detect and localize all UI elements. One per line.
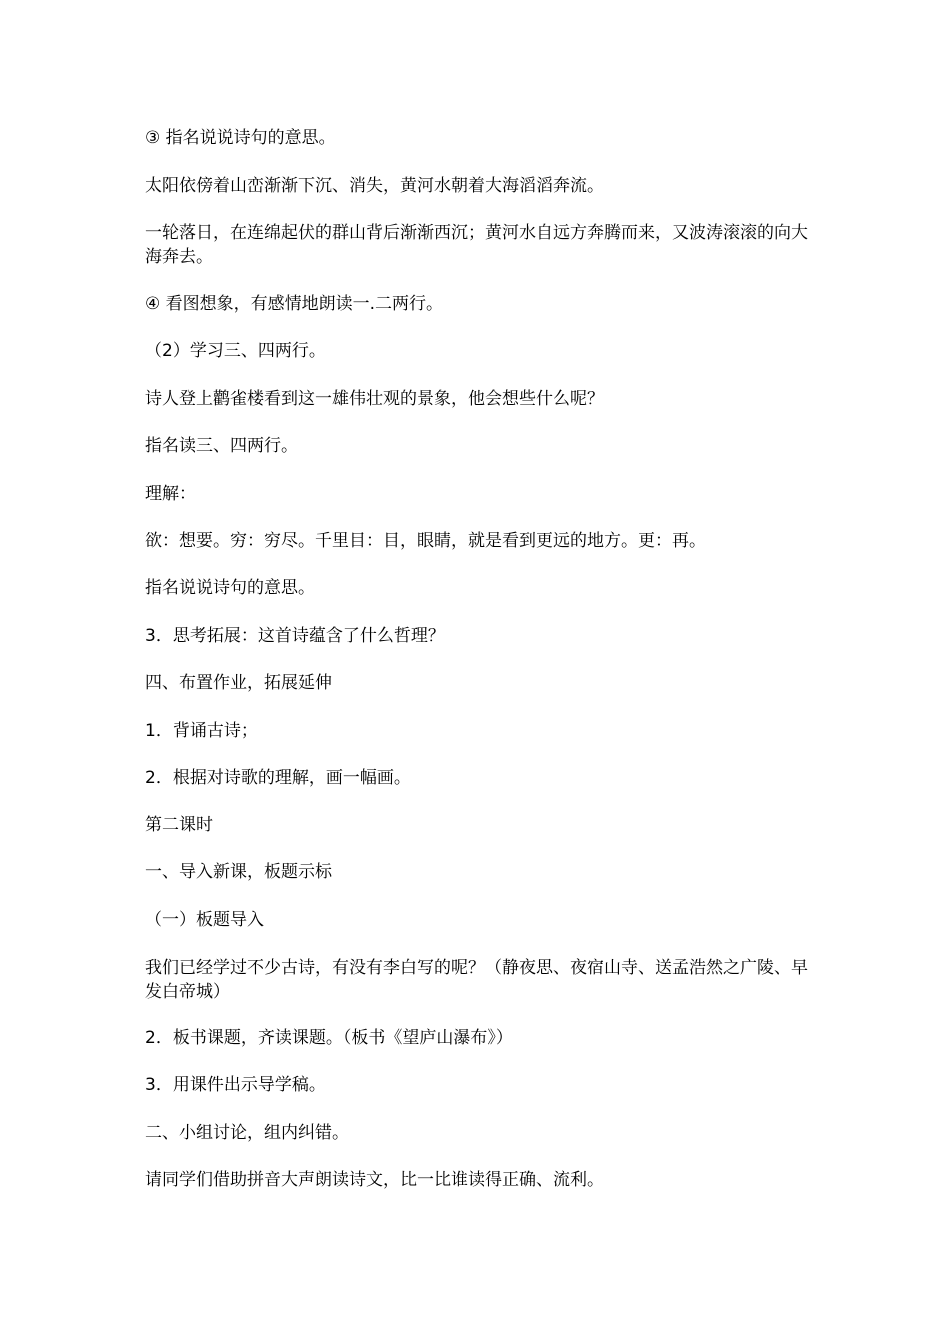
paragraph-20: 3．用课件出示导学稿。 [145,1075,326,1095]
paragraph-9: 欲：想要。穷：穷尽。千里目：目，眼睛，就是看到更远的地方。更：再。 [145,531,706,551]
paragraph-21: 二、小组讨论，组内纠错。 [145,1123,349,1143]
paragraph-5: （2）学习三、四两行。 [145,341,326,361]
paragraph-4: ④ 看图想象，有感情地朗读一.二两行。 [145,294,444,314]
paragraph-19: 2．板书课题，齐读课题。（板书《望庐山瀑布》） [145,1028,513,1048]
paragraph-1: ③ 指名说说诗句的意思。 [145,128,336,148]
paragraph-13: 1．背诵古诗； [145,721,258,741]
paragraph-12: 四、布置作业，拓展延伸 [145,673,332,693]
paragraph-15: 第二课时 [145,815,213,835]
paragraph-8: 理解： [145,484,196,504]
paragraph-17: （一）板题导入 [145,910,264,930]
paragraph-22: 请同学们借助拼音大声朗读诗文，比一比谁读得正确、流利。 [145,1170,604,1190]
paragraph-3: 一轮落日，在连绵起伏的群山背后渐渐西沉；黄河水自远方奔腾而来，又波涛滚滚的向大海奔去。 [145,223,808,267]
paragraph-7: 指名读三、四两行。 [145,436,298,456]
paragraph-14: 2．根据对诗歌的理解，画一幅画。 [145,768,411,788]
paragraph-2: 太阳依傍着山峦渐渐下沉、消失，黄河水朝着大海滔滔奔流。 [145,176,604,196]
paragraph-6: 诗人登上鹳雀楼看到这一雄伟壮观的景象，他会想些什么呢？ [145,389,604,409]
paragraph-18: 我们已经学过不少古诗，有没有李白写的呢？（静夜思、夜宿山寺、送孟浩然之广陵、早发白帝城） [145,958,808,1002]
paragraph-10: 指名说说诗句的意思。 [145,578,315,598]
paragraph-11: 3．思考拓展：这首诗蕴含了什么哲理？ [145,626,445,646]
paragraph-16: 一、导入新课，板题示标 [145,862,332,882]
